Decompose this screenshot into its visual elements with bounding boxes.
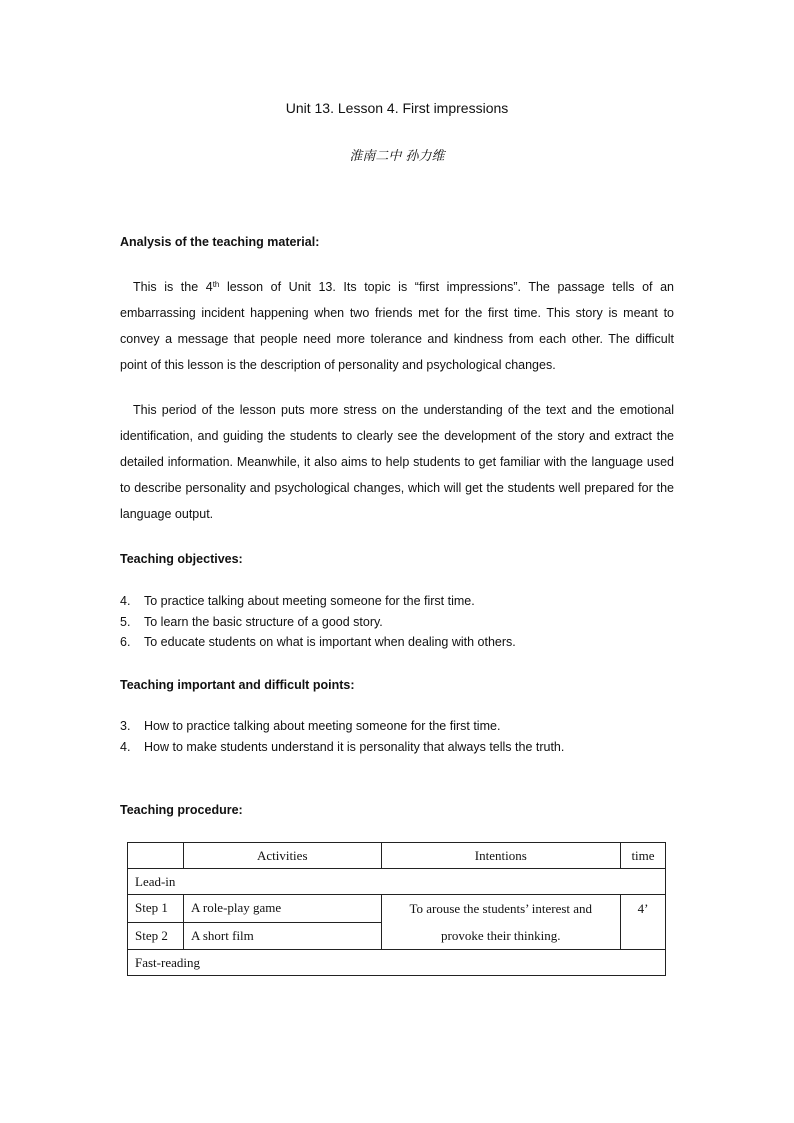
table-header-activities: Activities [183,843,381,869]
table-row [128,950,666,976]
step1-label: Step 1 [128,895,184,923]
list-item: 4. To practice talking about meeting someone for the first time. [120,594,475,608]
table-row [128,895,666,923]
fastreading-cell: Fast-reading [128,950,666,976]
intention-cell: To arouse the students’ interest and provoke their thinking. [381,895,620,950]
document-title: Unit 13. Lesson 4. First impressions [285,100,509,116]
procedure-heading: Teaching procedure: [120,803,243,817]
list-item: 5. To learn the basic structure of a good story. [120,614,383,629]
p1-start: This is the 4 [133,280,213,294]
ordinal-superscript: th [212,280,220,289]
time-cell: 4’ [621,895,666,950]
table-row [128,869,666,895]
list-item: 6. To educate students on what is important when dealing with others. [120,635,516,649]
analysis-heading: Analysis of the teaching material: [120,235,320,249]
objectives-list [120,591,516,653]
analysis-paragraph-2: This period of the lesson puts more stress on the understanding of the text and the emotional identification, and guiding the students to clearly see the development of the story and extract the detailed information. Meanwhile, it also aims to help students to get familiar with the language used to describe personality and psychological changes, which will get the students well prepared for the language output. [120,403,674,521]
table-header-intentions: Intentions [381,843,620,869]
list-item: 4. How to make students understand it is personality that always tells the truth. [120,739,565,754]
objectives-heading: Teaching objectives: [120,552,243,566]
points-heading: Teaching important and difficult points: [120,678,355,692]
table-header-row [128,843,666,869]
table-header-blank [128,843,184,869]
p1-rest: lesson of Unit 13. Its topic is “first impressions”. The passage tells of an embarrassing incident happening when two friends met for the first time. This story is meant to convey a message that people need more tolerance and kindness from each other. The difficult point of this lesson is the description of personality and psychological changes. [120,280,674,372]
author-line: 淮南二中 孙力维 [349,149,445,164]
table-header-time: time [621,843,666,869]
leadin-cell: Lead-in [128,869,666,895]
step2-activity: A short film [183,922,381,950]
step1-activity: A role-play game [183,895,381,923]
step2-label: Step 2 [128,922,184,950]
list-item: 3. How to practice talking about meeting someone for the first time. [120,719,501,733]
points-list [120,716,564,757]
procedure-table [127,842,666,976]
analysis-paragraph-1 [120,274,674,378]
